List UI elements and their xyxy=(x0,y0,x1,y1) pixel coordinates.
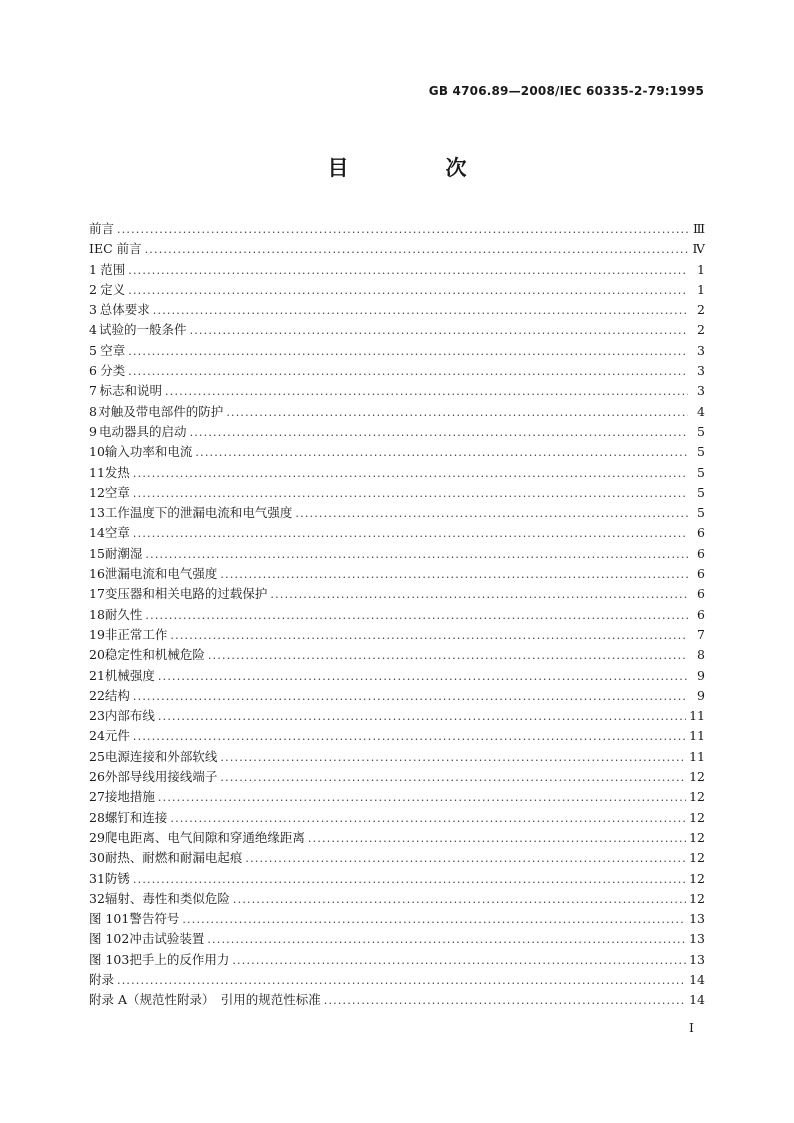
toc-leader-dots xyxy=(145,606,688,626)
toc-entry-number: 18 xyxy=(89,606,105,622)
toc-entry-number: 22 xyxy=(89,687,105,703)
toc-entry[interactable] xyxy=(89,584,705,604)
toc-entry-label: 电源连接和外部软线 xyxy=(104,748,218,764)
toc-entry-page: 11 xyxy=(689,728,705,744)
toc-entry-number: 12 xyxy=(89,484,105,500)
toc-entry[interactable] xyxy=(89,828,705,848)
toc-entry[interactable] xyxy=(89,219,705,239)
toc-entry-page: 4 xyxy=(697,403,705,419)
toc-entry-label: 泄漏电流和电气强度 xyxy=(104,566,218,582)
toc-leader-dots xyxy=(158,788,686,808)
toc-entry-number: 23 xyxy=(89,708,105,724)
toc-entry[interactable] xyxy=(89,361,705,381)
toc-entry-page: 6 xyxy=(697,525,705,541)
toc-entry[interactable] xyxy=(89,706,705,726)
toc-entry-number: 30 xyxy=(89,850,105,866)
toc-entry-page: 7 xyxy=(697,626,705,642)
toc-entry-label: 元件 xyxy=(104,728,130,744)
toc-entry-number: 16 xyxy=(89,566,105,582)
toc-leader-dots xyxy=(153,301,688,321)
toc-leader-dots xyxy=(158,707,686,727)
toc-entry-number: 27 xyxy=(89,789,105,805)
toc-entry-page: 12 xyxy=(689,870,705,886)
toc-entry[interactable] xyxy=(89,625,705,645)
toc-entry[interactable] xyxy=(89,889,705,909)
toc-entry-number: 21 xyxy=(89,667,105,683)
toc-entry-page: 9 xyxy=(697,667,705,683)
toc-entry[interactable] xyxy=(89,848,705,868)
toc-entry-number: 28 xyxy=(89,809,105,825)
toc-entry-label: 工作温度下的泄漏电流和电气强度 xyxy=(104,505,293,521)
toc-entry-page: 11 xyxy=(689,708,705,724)
toc-entry-page: 3 xyxy=(697,363,705,379)
toc-leader-dots xyxy=(190,321,688,341)
toc-entry[interactable] xyxy=(89,422,705,442)
toc-leader-dots xyxy=(308,829,686,849)
toc-entry-page: 14 xyxy=(689,971,705,987)
toc-entry-label: 标志和说明 xyxy=(99,383,163,399)
toc-entry-page: 8 xyxy=(697,647,705,663)
toc-entry-page: 12 xyxy=(689,890,705,906)
toc-entry-number: 8 xyxy=(89,403,97,419)
toc-leader-dots xyxy=(117,220,688,240)
toc-entry-page: 1 xyxy=(697,281,705,297)
toc-entry-page: 5 xyxy=(697,444,705,460)
toc-leader-dots xyxy=(195,443,688,463)
toc-entry[interactable] xyxy=(89,564,705,584)
toc-leader-dots xyxy=(145,545,688,565)
toc-entry-number: 24 xyxy=(89,728,105,744)
toc-leader-dots xyxy=(182,910,686,930)
toc-leader-dots xyxy=(158,667,688,687)
toc-entry[interactable] xyxy=(89,605,705,625)
toc-entry-label: 总体要求 xyxy=(99,302,150,318)
toc-entry-page: 12 xyxy=(689,769,705,785)
toc-entry[interactable] xyxy=(89,463,705,483)
toc-entry-page: 6 xyxy=(697,606,705,622)
toc-leader-dots xyxy=(170,809,686,829)
toc-entry-page: 6 xyxy=(697,586,705,602)
toc-entry-label: 外部导线用接线端子 xyxy=(104,769,218,785)
toc-entry-label: 警告符号 xyxy=(129,911,180,927)
toc-entry-page: 6 xyxy=(697,545,705,561)
toc-entry-label: 耐潮湿 xyxy=(104,545,143,561)
toc-entry-number: 3 xyxy=(89,302,97,318)
toc-entry-number: 图 103 xyxy=(89,951,130,967)
toc-leader-dots xyxy=(220,748,686,768)
toc-entry-number: 10 xyxy=(89,444,105,460)
toc-entry[interactable] xyxy=(89,260,705,280)
toc-entry-page: 5 xyxy=(697,464,705,480)
toc-entry-page: 3 xyxy=(697,342,705,358)
toc-leader-dots xyxy=(220,565,688,585)
toc-entry[interactable] xyxy=(89,929,705,949)
toc-leader-dots xyxy=(324,991,686,1011)
toc-entry[interactable] xyxy=(89,503,705,523)
toc-entry-page: 14 xyxy=(689,992,705,1008)
toc-leader-dots xyxy=(270,585,688,605)
toc-leader-dots xyxy=(128,281,688,301)
toc-entry-number: 31 xyxy=(89,870,105,886)
toc-entry[interactable] xyxy=(89,950,705,970)
toc-leader-dots xyxy=(133,524,688,544)
toc-leader-dots xyxy=(233,890,686,910)
toc-entry[interactable] xyxy=(89,442,705,462)
toc-entry-number: 7 xyxy=(89,383,97,399)
toc-entry[interactable] xyxy=(89,990,705,1010)
toc-leader-dots xyxy=(133,464,688,484)
toc-entry-label: 定义 xyxy=(100,281,126,297)
toc-entry-page: 9 xyxy=(697,687,705,703)
toc-entry-label: 空章 xyxy=(104,484,130,500)
toc-entry[interactable] xyxy=(89,787,705,807)
toc-entry-page: 12 xyxy=(689,829,705,845)
toc-entry-number: 1 xyxy=(89,261,97,277)
toc-entry[interactable] xyxy=(89,300,705,320)
toc-entry-label: 内部布线 xyxy=(104,708,155,724)
toc-entry-label: 耐久性 xyxy=(104,606,143,622)
toc-entry-page: 1 xyxy=(697,261,705,277)
toc-entry-label: 稳定性和机械危险 xyxy=(104,647,205,663)
toc-entry-label: 输入功率和电流 xyxy=(104,444,193,460)
toc-entry-number: 4 xyxy=(89,322,97,338)
toc-entry[interactable] xyxy=(89,747,705,767)
toc-entry[interactable] xyxy=(89,544,705,564)
toc-entry-label: 辐射、毒性和类似危险 xyxy=(104,890,230,906)
toc-entry-number: 14 xyxy=(89,525,105,541)
toc-leader-dots xyxy=(226,403,688,423)
toc-entry-number: 图 101 xyxy=(89,911,130,927)
toc-entry[interactable] xyxy=(89,239,705,259)
toc-entry[interactable] xyxy=(89,869,705,889)
toc-leader-dots xyxy=(133,484,688,504)
toc-entry-number: 25 xyxy=(89,748,105,764)
toc-entry-label: 螺钉和连接 xyxy=(104,809,168,825)
table-of-contents xyxy=(89,219,705,1011)
toc-entry-label: 范围 xyxy=(100,261,126,277)
toc-entry-page: 11 xyxy=(689,748,705,764)
toc-entry-number: 6 xyxy=(89,363,97,379)
toc-entry-page: 13 xyxy=(689,951,705,967)
toc-leader-dots xyxy=(117,971,686,991)
toc-entry-label: 前言 xyxy=(89,221,115,236)
toc-entry-page: 3 xyxy=(697,383,705,399)
toc-entry-label: 结构 xyxy=(104,687,130,703)
toc-entry-label: 爬电距离、电气间隙和穿通绝缘距离 xyxy=(104,829,305,845)
toc-entry-label: 冲击试验装置 xyxy=(129,931,205,947)
toc-entry-label: 把手上的反作用力 xyxy=(129,951,230,967)
toc-leader-dots xyxy=(190,423,688,443)
toc-leader-dots xyxy=(133,687,688,707)
toc-leader-dots xyxy=(128,261,688,281)
toc-entry-page: 5 xyxy=(697,505,705,521)
toc-entry-number: 32 xyxy=(89,890,105,906)
toc-leader-dots xyxy=(295,504,688,524)
toc-entry[interactable] xyxy=(89,645,705,665)
toc-entry-page: Ⅳ xyxy=(692,241,705,257)
toc-entry[interactable] xyxy=(89,808,705,828)
toc-entry-label: 非正常工作 xyxy=(104,626,168,642)
toc-entry-number: 9 xyxy=(89,423,97,439)
toc-entry-number: 19 xyxy=(89,626,105,642)
toc-entry-number: 17 xyxy=(89,586,105,602)
toc-entry-number: 5 xyxy=(89,342,97,358)
toc-entry-number: 13 xyxy=(89,505,105,521)
toc-entry-page: 2 xyxy=(697,322,705,338)
toc-entry-label: 空章 xyxy=(104,525,130,541)
toc-entry-page: 5 xyxy=(697,423,705,439)
toc-entry[interactable] xyxy=(89,686,705,706)
toc-entry[interactable] xyxy=(89,970,705,990)
toc-leader-dots xyxy=(133,727,686,747)
toc-leader-dots xyxy=(208,646,688,666)
toc-entry-page: 13 xyxy=(689,911,705,927)
toc-entry[interactable] xyxy=(89,726,705,746)
toc-leader-dots xyxy=(145,240,688,260)
toc-leader-dots xyxy=(207,930,686,950)
toc-entry-page: 6 xyxy=(697,566,705,582)
toc-entry[interactable] xyxy=(89,483,705,503)
toc-entry[interactable] xyxy=(89,909,705,929)
toc-entry-number: 图 102 xyxy=(89,931,130,947)
toc-entry-label: 空章 xyxy=(100,342,126,358)
page-number: I xyxy=(689,1020,694,1035)
toc-entry-label: 发热 xyxy=(104,464,130,480)
toc-entry-label: 附录 A（规范性附录） 引用的规范性标准 xyxy=(89,992,321,1008)
toc-entry-page: Ⅲ xyxy=(692,221,705,236)
toc-entry-label: 接地措施 xyxy=(104,789,155,805)
toc-entry-label: 附录 xyxy=(89,971,115,987)
toc-entry-number: 20 xyxy=(89,647,105,663)
toc-entry-number: 26 xyxy=(89,769,105,785)
toc-entry-number: 29 xyxy=(89,829,105,845)
toc-entry-label: 电动器具的启动 xyxy=(99,423,187,439)
toc-entry[interactable] xyxy=(89,280,705,300)
toc-entry-label: 耐热、耐燃和耐漏电起痕 xyxy=(104,850,243,866)
toc-leader-dots xyxy=(133,870,686,890)
toc-leader-dots xyxy=(165,382,688,402)
toc-entry-label: 变压器和相关电路的过载保护 xyxy=(104,586,268,602)
toc-leader-dots xyxy=(128,342,688,362)
toc-entry-label: 分类 xyxy=(100,363,126,379)
toc-leader-dots xyxy=(232,951,686,971)
standard-number: GB 4706.89—2008/IEC 60335-2-79:1995 xyxy=(428,84,704,98)
toc-entry-label: 试验的一般条件 xyxy=(99,322,187,338)
toc-leader-dots xyxy=(128,362,688,382)
toc-entry-page: 2 xyxy=(697,302,705,318)
toc-entry-label: 机械强度 xyxy=(104,667,155,683)
toc-leader-dots xyxy=(220,768,686,788)
toc-entry-label: IEC 前言 xyxy=(89,241,142,257)
toc-entry-number: 2 xyxy=(89,281,97,297)
toc-entry[interactable] xyxy=(89,381,705,401)
toc-entry-number: 15 xyxy=(89,545,105,561)
toc-leader-dots xyxy=(245,849,686,869)
toc-entry-label: 对触及带电部件的防护 xyxy=(98,403,224,419)
toc-entry[interactable] xyxy=(89,402,705,422)
toc-entry-page: 12 xyxy=(689,789,705,805)
toc-entry-page: 12 xyxy=(689,850,705,866)
toc-entry[interactable] xyxy=(89,767,705,787)
toc-entry[interactable] xyxy=(89,320,705,340)
toc-entry[interactable] xyxy=(89,523,705,543)
toc-entry-number: 11 xyxy=(89,464,105,480)
toc-entry[interactable] xyxy=(89,666,705,686)
toc-entry[interactable] xyxy=(89,341,705,361)
toc-entry-page: 12 xyxy=(689,809,705,825)
toc-entry-page: 13 xyxy=(689,931,705,947)
page-title: 目 次 xyxy=(327,156,505,180)
toc-leader-dots xyxy=(170,626,688,646)
toc-entry-label: 防锈 xyxy=(104,870,130,886)
toc-entry-page: 5 xyxy=(697,484,705,500)
